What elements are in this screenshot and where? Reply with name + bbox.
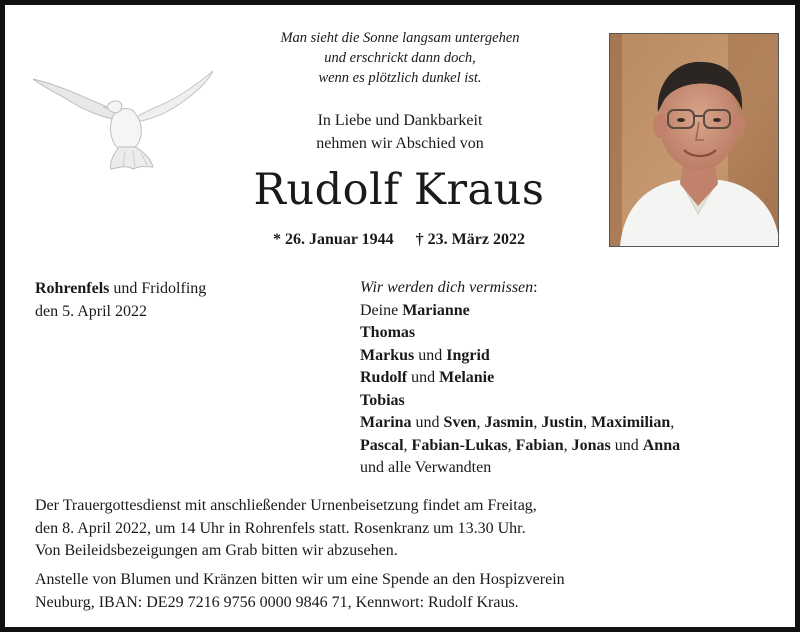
family-connector: und alle Verwandten bbox=[360, 459, 492, 476]
poem bbox=[235, 28, 565, 88]
family-line bbox=[360, 457, 790, 480]
donation-line: Anstelle von Blumen und Kränzen bitten wir um eine Spende an den Hospizverein bbox=[35, 571, 565, 588]
service-line: Von Beileidsbezeigungen am Grab bitten wir abzusehen. bbox=[35, 542, 398, 559]
family-member-name: Justin bbox=[541, 414, 584, 431]
family-member-name: Marina bbox=[360, 414, 412, 431]
family-member-name: Sven bbox=[443, 414, 477, 431]
family-connector: Deine bbox=[360, 301, 403, 319]
intro-text bbox=[235, 109, 565, 155]
family-member-name: Pascal bbox=[360, 436, 404, 454]
place-and-date bbox=[35, 277, 335, 323]
donation-notice bbox=[35, 569, 785, 614]
family-connector: , bbox=[533, 414, 542, 431]
donation-line: Neuburg, IBAN: DE29 7216 9756 0000 9846 71, Kennwort: Rudolf Kraus. bbox=[35, 593, 519, 611]
service-line: den 8. April 2022, um 14 Uhr in Rohrenfels statt. Rosenkranz um 13.30 Uhr. bbox=[35, 519, 526, 537]
family-line bbox=[360, 322, 790, 345]
family-member-name: Jasmin bbox=[484, 414, 534, 431]
family-connector: , bbox=[507, 436, 516, 454]
family-line bbox=[360, 435, 790, 458]
family-connector: und bbox=[411, 414, 444, 431]
deceased-name: Rudolf Kraus bbox=[253, 165, 545, 215]
intro-line: In Liebe und Dankbarkeit bbox=[317, 112, 483, 129]
family-member-name: Jonas bbox=[571, 436, 611, 454]
place-towns bbox=[35, 277, 335, 300]
portrait-image bbox=[610, 34, 778, 246]
family-member-name: Ingrid bbox=[446, 346, 490, 364]
family-member-name: Melanie bbox=[439, 369, 495, 386]
family-line bbox=[360, 412, 790, 435]
family-connector: und bbox=[414, 346, 447, 364]
birth-date: * 26. Januar 1944 bbox=[273, 231, 394, 248]
family-connector: , bbox=[563, 436, 572, 454]
family-member-name: Thomas bbox=[360, 324, 416, 341]
death-date: † 23. März 2022 bbox=[415, 231, 525, 248]
family-member-name: Maximilian bbox=[591, 414, 671, 431]
place-town-bold: Rohrenfels bbox=[35, 280, 110, 297]
family-member-name: Markus bbox=[360, 346, 415, 364]
family-member-name: Rudolf bbox=[360, 369, 408, 386]
family-member-name: Marianne bbox=[402, 301, 470, 319]
family-member-name: Anna bbox=[642, 436, 681, 454]
family-connector: und bbox=[610, 436, 643, 454]
family-heading-colon: : bbox=[533, 279, 538, 296]
family-member-name: Fabian bbox=[515, 436, 564, 454]
life-dates bbox=[219, 229, 579, 251]
poem-line: Man sieht die Sonne langsam untergehen bbox=[280, 30, 520, 46]
family-connector: , bbox=[476, 414, 485, 431]
family-lines bbox=[360, 300, 790, 480]
family-member-name: Fabian-Lukas bbox=[411, 436, 508, 454]
service-notice bbox=[35, 495, 785, 563]
family-list bbox=[360, 277, 790, 480]
dove-icon bbox=[29, 63, 219, 175]
family-connector: , bbox=[670, 414, 675, 431]
intro-line: nehmen wir Abschied von bbox=[316, 135, 484, 152]
family-connector: , bbox=[403, 436, 412, 454]
portrait-photo bbox=[609, 33, 779, 247]
family-heading-text: Wir werden dich vermissen bbox=[360, 279, 534, 296]
place-date: den 5. April 2022 bbox=[35, 303, 147, 320]
place-town-rest: und Fridolfing bbox=[109, 280, 207, 297]
family-line bbox=[360, 300, 790, 323]
poem-line: wenn es plötzlich dunkel ist. bbox=[318, 70, 482, 86]
family-connector: , bbox=[583, 414, 592, 431]
family-line bbox=[360, 345, 790, 368]
service-line: Der Trauergottesdienst mit anschließender Urnenbeisetzung findet am Freitag, bbox=[35, 497, 537, 514]
poem-line: und erschrickt dann doch, bbox=[324, 50, 476, 66]
family-line bbox=[360, 367, 790, 390]
family-connector: und bbox=[407, 369, 440, 386]
family-heading bbox=[360, 277, 790, 300]
family-line bbox=[360, 390, 790, 413]
family-member-name: Tobias bbox=[360, 391, 405, 409]
